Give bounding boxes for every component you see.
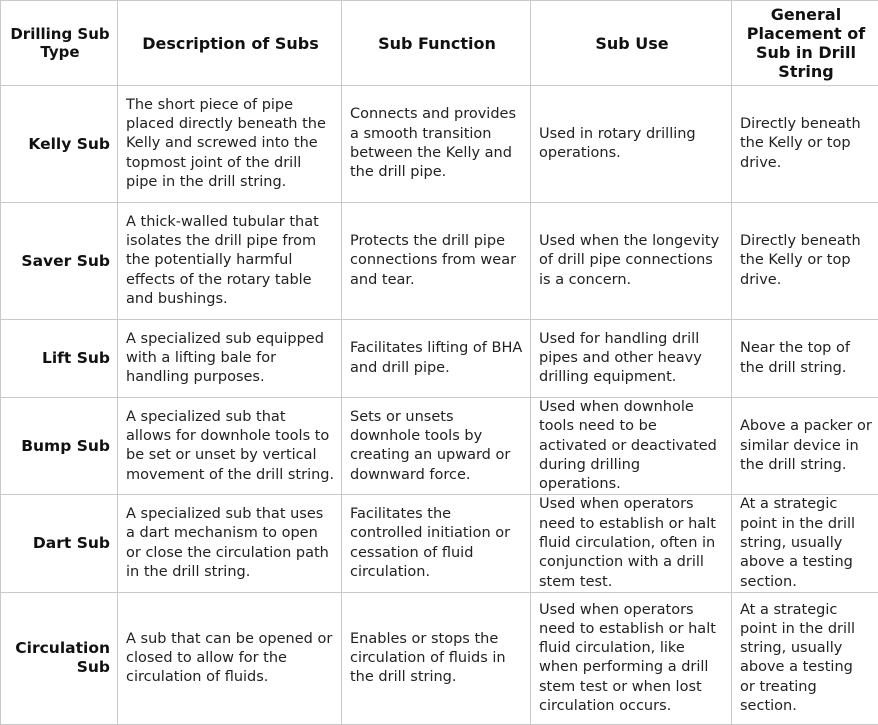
function-cell: Protects the drill pipe connections from wear and tear. <box>342 203 531 320</box>
use-cell: Used for handling drill pipes and other heavy drilling equipment. <box>531 320 732 398</box>
table-row <box>1 495 878 592</box>
header-row <box>1 1 878 86</box>
use-cell: Used when downhole tools need to be activated or deactivated during drilling operations. <box>531 398 732 495</box>
use-cell: Used when operators need to establish or halt fluid circulation, often in conjunction with a drill stem test. <box>531 495 732 592</box>
placement-cell: Directly beneath the Kelly or top drive. <box>732 203 878 320</box>
description-cell: A specialized sub that allows for downhole tools to be set or unset by vertical movement of the drill string. <box>118 398 342 495</box>
description-cell: The short piece of pipe placed directly beneath the Kelly and screwed into the topmost joint of the drill pipe in the drill string. <box>118 86 342 203</box>
table-row <box>1 398 878 495</box>
use-cell: Used when the longevity of drill pipe connections is a concern. <box>531 203 732 320</box>
placement-cell: Above a packer or similar device in the drill string. <box>732 398 878 495</box>
table-row <box>1 203 878 320</box>
header-description: Description of Subs <box>118 1 342 86</box>
table-row <box>1 86 878 203</box>
sub-type-cell: Lift Sub <box>1 320 118 398</box>
header-function: Sub Function <box>342 1 531 86</box>
description-cell: A thick-walled tubular that isolates the drill pipe from the potentially harmful effects of the rotary table and bushings. <box>118 203 342 320</box>
function-cell: Facilitates the controlled initiation or cessation of fluid circulation. <box>342 495 531 592</box>
sub-type-cell: Kelly Sub <box>1 86 118 203</box>
header-sub-type: Drilling Sub Type <box>1 1 118 86</box>
header-use: Sub Use <box>531 1 732 86</box>
table-row <box>1 320 878 398</box>
description-cell: A sub that can be opened or closed to allow for the circulation of fluids. <box>118 592 342 724</box>
use-cell: Used in rotary drilling operations. <box>531 86 732 203</box>
sub-type-cell: Circulation Sub <box>1 592 118 724</box>
header-placement: General Placement of Sub in Drill String <box>732 1 878 86</box>
sub-type-cell: Bump Sub <box>1 398 118 495</box>
description-cell: A specialized sub equipped with a lifting bale for handling purposes. <box>118 320 342 398</box>
description-cell: A specialized sub that uses a dart mechanism to open or close the circulation path in the drill string. <box>118 495 342 592</box>
sub-type-cell: Dart Sub <box>1 495 118 592</box>
sub-type-cell: Saver Sub <box>1 203 118 320</box>
placement-cell: At a strategic point in the drill string, usually above a testing or treating section. <box>732 592 878 724</box>
placement-cell: At a strategic point in the drill string, usually above a testing section. <box>732 495 878 592</box>
function-cell: Sets or unsets downhole tools by creating an upward or downward force. <box>342 398 531 495</box>
placement-cell: Directly beneath the Kelly or top drive. <box>732 86 878 203</box>
use-cell: Used when operators need to establish or halt fluid circulation, like when performing a drill stem test or when lost circulation occurs. <box>531 592 732 724</box>
function-cell: Facilitates lifting of BHA and drill pipe. <box>342 320 531 398</box>
function-cell: Enables or stops the circulation of fluids in the drill string. <box>342 592 531 724</box>
table-row <box>1 592 878 724</box>
function-cell: Connects and provides a smooth transition between the Kelly and the drill pipe. <box>342 86 531 203</box>
placement-cell: Near the top of the drill string. <box>732 320 878 398</box>
